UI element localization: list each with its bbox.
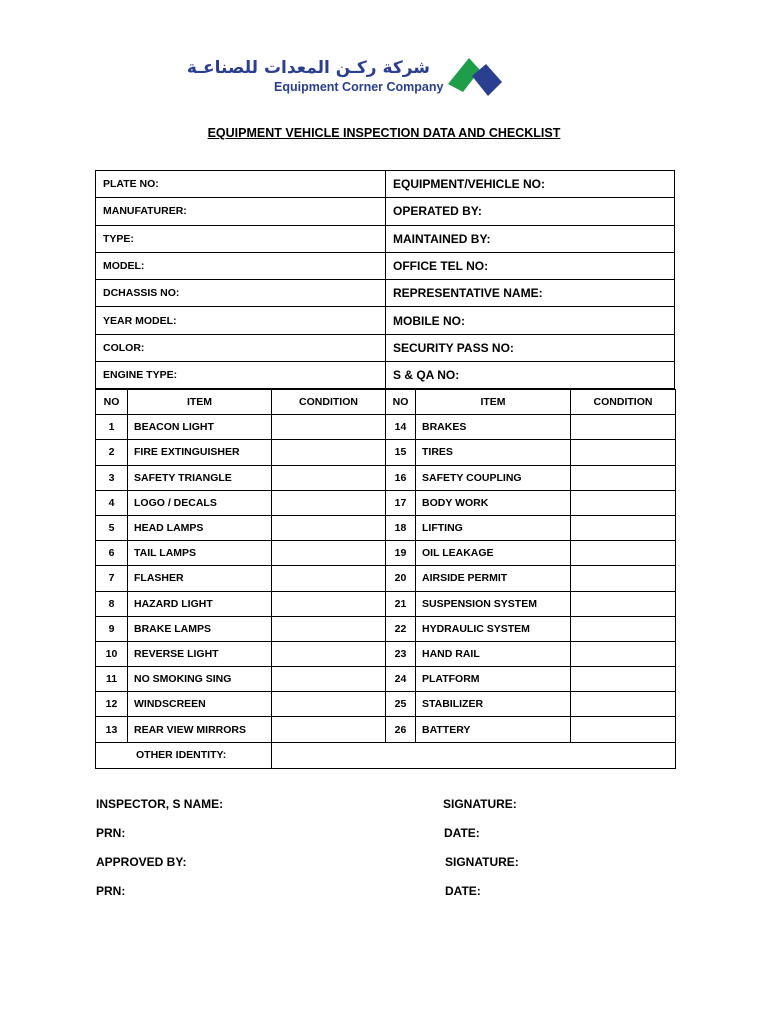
item-number: 2 (96, 440, 128, 465)
info-row (96, 334, 675, 361)
info-row (96, 198, 675, 225)
info-field-label-left[interactable]: MANUFATURER: (96, 198, 386, 225)
condition-cell[interactable] (571, 541, 676, 566)
condition-cell[interactable] (571, 591, 676, 616)
item-name: AIRSIDE PERMIT (416, 566, 571, 591)
inspector-date-label: DATE: (444, 826, 480, 840)
item-name: HAND RAIL (416, 641, 571, 666)
condition-cell[interactable] (272, 415, 386, 440)
item-name: LIFTING (416, 515, 571, 540)
condition-cell[interactable] (272, 692, 386, 717)
logo-mark-icon (442, 54, 504, 100)
other-identity-field[interactable] (272, 742, 676, 768)
item-name: WINDSCREEN (128, 692, 272, 717)
condition-cell[interactable] (272, 591, 386, 616)
item-number: 18 (386, 515, 416, 540)
item-name: OIL LEAKAGE (416, 541, 571, 566)
condition-cell[interactable] (272, 667, 386, 692)
item-name: REAR VIEW MIRRORS (128, 717, 272, 742)
condition-cell[interactable] (571, 490, 676, 515)
item-name: PLATFORM (416, 667, 571, 692)
item-number: 26 (386, 717, 416, 742)
info-field-label-left[interactable]: YEAR MODEL: (96, 307, 386, 334)
item-number: 22 (386, 616, 416, 641)
info-field-label-right[interactable]: MAINTAINED BY: (386, 225, 675, 252)
item-name: FLASHER (128, 566, 272, 591)
checklist-row (96, 515, 676, 540)
item-number: 11 (96, 667, 128, 692)
info-row (96, 307, 675, 334)
checklist-row (96, 692, 676, 717)
checklist-row (96, 641, 676, 666)
checklist-row (96, 667, 676, 692)
info-row (96, 280, 675, 307)
other-identity-row (96, 742, 676, 768)
condition-cell[interactable] (272, 515, 386, 540)
item-name: BODY WORK (416, 490, 571, 515)
info-field-label-left[interactable]: ENGINE TYPE: (96, 362, 386, 389)
approver-signature-label: SIGNATURE: (445, 855, 519, 869)
condition-cell[interactable] (571, 415, 676, 440)
item-name: HEAD LAMPS (128, 515, 272, 540)
checklist-row (96, 591, 676, 616)
item-number: 21 (386, 591, 416, 616)
info-field-label-left[interactable]: PLATE NO: (96, 171, 386, 198)
info-field-label-right[interactable]: REPRESENTATIVE NAME: (386, 280, 675, 307)
item-number: 10 (96, 641, 128, 666)
item-number: 5 (96, 515, 128, 540)
checklist-row (96, 490, 676, 515)
item-name: TIRES (416, 440, 571, 465)
item-number: 15 (386, 440, 416, 465)
company-logo (186, 54, 504, 100)
item-name: HAZARD LIGHT (128, 591, 272, 616)
info-row (96, 362, 675, 389)
info-field-label-right[interactable]: EQUIPMENT/VEHICLE NO: (386, 171, 675, 198)
info-field-label-right[interactable]: OPERATED BY: (386, 198, 675, 225)
item-number: 1 (96, 415, 128, 440)
info-field-label-right[interactable]: OFFICE TEL NO: (386, 252, 675, 279)
condition-cell[interactable] (272, 616, 386, 641)
item-number: 24 (386, 667, 416, 692)
info-field-label-left[interactable]: TYPE: (96, 225, 386, 252)
checklist-row (96, 717, 676, 742)
inspector-prn-label: PRN: (96, 826, 126, 840)
checklist-row (96, 440, 676, 465)
info-field-label-left[interactable]: COLOR: (96, 334, 386, 361)
approver-prn-label: PRN: (96, 884, 126, 898)
item-name: NO SMOKING SING (128, 667, 272, 692)
info-row (96, 171, 675, 198)
approved-by-label: APPROVED BY: (96, 855, 187, 869)
inspector-signature-label: SIGNATURE: (443, 797, 517, 811)
vehicle-info-table (95, 170, 675, 389)
info-field-label-left[interactable]: DCHASSIS NO: (96, 280, 386, 307)
item-name: TAIL LAMPS (128, 541, 272, 566)
info-field-label-left[interactable]: MODEL: (96, 252, 386, 279)
item-name: SAFETY TRIANGLE (128, 465, 272, 490)
checklist-row (96, 415, 676, 440)
document-title: EQUIPMENT VEHICLE INSPECTION DATA AND CHECKLIST (207, 126, 561, 140)
info-field-label-right[interactable]: S & QA NO: (386, 362, 675, 389)
item-name: BRAKES (416, 415, 571, 440)
info-row (96, 225, 675, 252)
header-item: ITEM (416, 390, 571, 415)
other-identity-label: OTHER IDENTITY: (96, 742, 272, 768)
checklist-header-row (96, 390, 676, 415)
item-number: 7 (96, 566, 128, 591)
condition-cell[interactable] (272, 465, 386, 490)
condition-cell[interactable] (272, 717, 386, 742)
condition-cell[interactable] (571, 616, 676, 641)
item-name: SUSPENSION SYSTEM (416, 591, 571, 616)
item-number: 14 (386, 415, 416, 440)
header-condition: CONDITION (272, 390, 386, 415)
item-number: 8 (96, 591, 128, 616)
item-name: HYDRAULIC SYSTEM (416, 616, 571, 641)
item-name: LOGO / DECALS (128, 490, 272, 515)
checklist-row (96, 566, 676, 591)
condition-cell[interactable] (272, 641, 386, 666)
item-name: SAFETY COUPLING (416, 465, 571, 490)
item-number: 3 (96, 465, 128, 490)
item-number: 25 (386, 692, 416, 717)
inspector-name-label: INSPECTOR, S NAME: (96, 797, 224, 811)
item-number: 4 (96, 490, 128, 515)
header-condition: CONDITION (571, 390, 676, 415)
item-number: 23 (386, 641, 416, 666)
condition-cell[interactable] (272, 490, 386, 515)
condition-cell[interactable] (571, 717, 676, 742)
header-no: NO (386, 390, 416, 415)
item-name: REVERSE LIGHT (128, 641, 272, 666)
item-name: FIRE EXTINGUISHER (128, 440, 272, 465)
logo-arabic-text: شركة ركـن المعدات للصناعـة (186, 58, 430, 78)
info-row (96, 252, 675, 279)
approver-date-label: DATE: (445, 884, 481, 898)
inspection-checklist-table (95, 389, 676, 769)
item-number: 20 (386, 566, 416, 591)
item-number: 16 (386, 465, 416, 490)
item-number: 19 (386, 541, 416, 566)
checklist-row (96, 616, 676, 641)
condition-cell[interactable] (571, 692, 676, 717)
condition-cell[interactable] (571, 566, 676, 591)
item-number: 13 (96, 717, 128, 742)
item-number: 6 (96, 541, 128, 566)
header-no: NO (96, 390, 128, 415)
condition-cell[interactable] (571, 667, 676, 692)
checklist-row (96, 541, 676, 566)
item-number: 17 (386, 490, 416, 515)
condition-cell[interactable] (272, 566, 386, 591)
info-field-label-right[interactable]: SECURITY PASS NO: (386, 334, 675, 361)
checklist-row (96, 465, 676, 490)
item-name: BATTERY (416, 717, 571, 742)
item-number: 9 (96, 616, 128, 641)
info-field-label-right[interactable]: MOBILE NO: (386, 307, 675, 334)
condition-cell[interactable] (571, 641, 676, 666)
condition-cell[interactable] (571, 440, 676, 465)
item-number: 12 (96, 692, 128, 717)
item-name: STABILIZER (416, 692, 571, 717)
condition-cell[interactable] (272, 541, 386, 566)
item-name: BEACON LIGHT (128, 415, 272, 440)
condition-cell[interactable] (571, 465, 676, 490)
item-name: BRAKE LAMPS (128, 616, 272, 641)
logo-english-text: Equipment Corner Company (274, 80, 444, 94)
condition-cell[interactable] (272, 440, 386, 465)
header-item: ITEM (128, 390, 272, 415)
condition-cell[interactable] (571, 515, 676, 540)
